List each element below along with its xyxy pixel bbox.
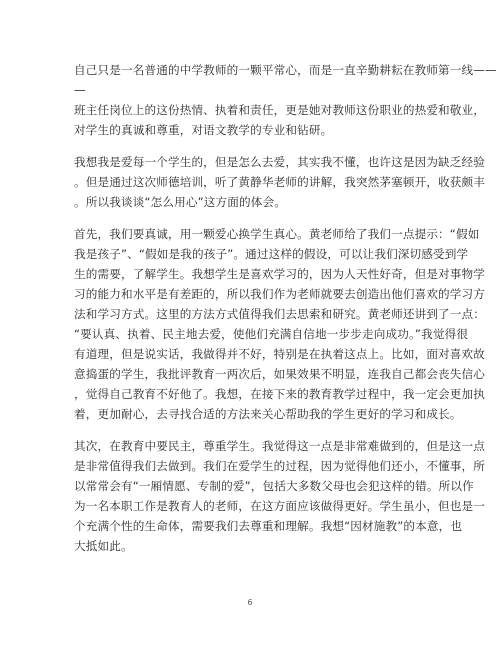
text-line: ，觉得自己教育不好他了。我想，在接下来的教育教学过程中，我一定会更加执	[74, 387, 486, 401]
paragraph-1	[74, 60, 497, 140]
text-line: 首先，我们要真诚，用一颗爱心换学生真心。黄老师给了我们一点提示：“假如	[74, 227, 480, 241]
page-number: 6	[247, 598, 253, 607]
text-line: 。所以我谈谈“怎么用心”这方面的体会。	[74, 195, 286, 209]
text-line: 习的能力和水平是有差距的，所以我们作为老师就要去创造出他们喜欢的学习方	[74, 287, 486, 301]
text-line: 我是孩子”、“假如是我的孩子”。通过这样的假设，可以让我们深切感受到学	[74, 247, 469, 261]
text-line: 以常常会有“一厢情愿、专制的爱”，包括大多数父母也会犯这样的错。所以作	[74, 479, 474, 493]
paragraph-2	[74, 152, 486, 212]
text-line: 班主任岗位上的这份热情、执着和责任，更是她对教师这份职业的热爱和敬业，	[74, 103, 486, 117]
text-line: 自己只是一名普通的中学教师的一颗平常心，而是一直辛勤耕耘在教师第一线——	[74, 63, 497, 77]
paragraph-4	[74, 436, 486, 556]
paragraph-3	[74, 224, 486, 424]
text-line: 法和学习方式。这里的方法方式值得我们去思索和研究。黄老师还讲到了一点：	[74, 307, 486, 321]
text-line: 着，更加耐心，去寻找合适的方法来关心帮助我的学生更好的学习和成长。	[74, 407, 462, 421]
text-line: 个充满个性的生命体，需要我们去尊重和理解。我想“因材施教”的本意，也	[74, 519, 463, 533]
text-line: —	[74, 83, 86, 97]
text-line: 我想我是爱每一个学生的，但是怎么去爱，其实我不懂，也许这是因为缺乏经验	[74, 155, 486, 169]
text-line: 。但是通过这次师德培训，听了黄静华老师的讲解，我突然茅塞顿开，收获颇丰	[74, 175, 486, 189]
text-line: 对学生的真诚和尊重，对语文教学的专业和钻研。	[74, 123, 333, 137]
text-line: 有道理，但是说实话，我做得并不好，特别是在执着这点上。比如，面对喜欢故	[74, 347, 486, 361]
text-line: 为一名本职工作是教育人的老师，在这方面应该做得更好。学生虽小，但也是一	[74, 499, 486, 513]
text-line: 生的需要，了解学生。我想学生是喜欢学习的，因为人天性好奇，但是对事物学	[74, 267, 486, 281]
text-line: 意捣蛋的学生，我批评教育一两次后，如果效果不明显，连我自己都会丧失信心	[74, 367, 486, 381]
text-line: 大抵如此。	[74, 539, 133, 553]
text-line: 是非常值得我们去做到。我们在爱学生的过程，因为觉得他们还小，不懂事，所	[74, 459, 486, 473]
body-text	[74, 60, 497, 556]
text-line: “要认真、执着、民主地去爱，使他们充满自信地一步步走向成功。”我觉得很	[74, 327, 469, 341]
text-line: 其次，在教育中要民主，尊重学生。我觉得这一点是非常难做到的，但是这一点	[74, 439, 486, 453]
